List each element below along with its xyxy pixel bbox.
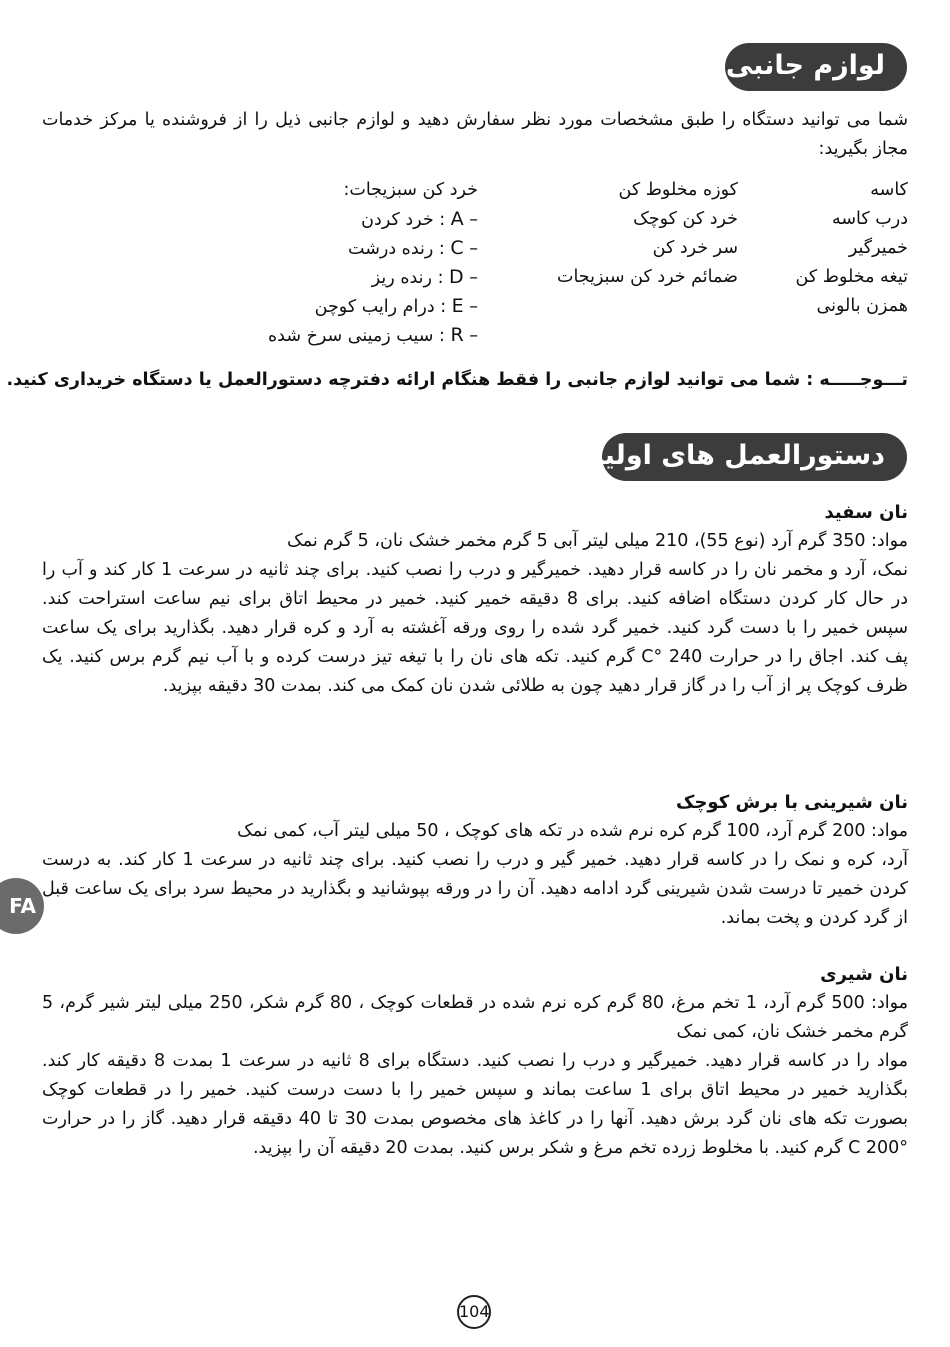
recipe-title: نان شیری [820,964,908,985]
recipe-ingredients: مواد: 200 گرم آرد، 100 گرم کره نرم شده در تکه های کوچک ، 50 میلی لیتر آب، کمی نمک [237,821,908,841]
vegetable-cutter-item: – E : درام رایب کوچن [314,295,478,317]
vegetable-cutter-item: – D : رنده ریز [371,266,478,288]
vegetable-cutter-code: R [450,324,464,346]
section-title-accessories: لوازم جانبی [725,43,907,91]
recipe-method: مواد را در کاسه قرار دهید. خمیرگیر و درب را نصب کنید. دستگاه برای 8 ثانیه در سرعت 1 بمدت 8 دقیقه کار کند. بگذارید خمیر در محیط اتاق برای 1 ساعت بماند و سپس خمیر را با دست درست کنید. خمیر را در قطعات کوچک بصورت تکه های نان گرد برش دهید. آنها را در کاغذ های مخصوص بمدت 30 تا 40 دقیقه قرار دهید. گاز را در حرارت °C 200 گرم کنید. با مخلوط زرده تخم مرغ و شکر برس کنید. بمدت 20 دقیقه آن را بپزید. [42,1051,909,1158]
accessory-list-column-2 [557,176,738,292]
recipe-milk-bread [42,960,908,1163]
vegetable-cutter-code: A [450,208,464,230]
recipe-shortcrust-pastry [42,788,908,933]
vegetable-cutter-label: رنده ریز [371,268,432,288]
vegetable-cutter-label: خرد کردن [361,210,434,230]
vegetable-cutter-code: E [451,295,464,317]
recipe-white-bread [42,498,908,701]
accessory-item: کاسه [870,180,908,200]
accessories-intro: شما می توانید دستگاه را طبق مشخصات مورد نظر سفارش دهید و لوازم جانبی ذیل را از فروشنده یا مرکز خدمات مجاز بگیرید: [42,110,908,159]
vegetable-cutter-label: درام رایب کوچن [314,297,435,317]
page-number: 104 [457,1295,491,1329]
accessory-list-column-1 [796,176,908,321]
section-title-recipes: دستورالعمل های اولیه [602,433,907,481]
accessory-item: درب کاسه [832,209,908,229]
accessory-item: تیغه مخلوط کن [795,267,908,287]
accessory-item: همزن بالونی [816,296,908,316]
recipe-method: نمک، آرد و مخمر نان را در کاسه قرار دهید. خمیرگیر و درب را نصب کنید. برای چند ثانیه در سرعت 1 کار کند و آب را در حال کار کردن دستگاه اضافه کنید. برای 8 دقیقه خمیر کنید. خمیر در محیط اتاق برای نیم ساعت استراحت کند. سپس خمیر را با دست گرد کنید. خمیر گرد شده را روی ورقه آغشته به آرد و کره قرار دهید. بگذارید برای یک ساعت پف کند. اجاق را در حرارت 240 °C گرم کنید. تکه های نان را با تیغه تیز درست کرده و با آب نیم گرم برس کنید. یک ظرف کوچک پر از آب را در گاز قرار دهید چون به طلائی شدن نان کمک می کند. بمدت 30 دقیقه بپزید. [42,560,908,696]
accessory-item: خرد کن کوچک [633,209,738,229]
vegetable-cutter-item: – R : سیب زمینی سرخ شده [268,324,478,346]
vegetable-cutter-list [268,176,478,350]
vegetable-cutter-item: – A : خرد کردن [361,208,478,230]
accessory-item: کوزه مخلوط کن [618,180,738,200]
recipe-title: نان سفید [824,502,908,523]
vegetable-cutter-label: سیب زمینی سرخ شده [268,326,434,346]
accessory-item: خمیرگیر [848,238,908,258]
recipe-ingredients: مواد: 500 گرم آرد، 1 تخم مرغ، 80 گرم کره نرم شده در قطعات کوچک ، 80 گرم شکر، 250 میلی لیتر شیر گرم، 5 گرم مخمر خشک نان، کمی نمک [42,993,909,1042]
accessory-item: ضمائم خرد کن سبزیجات [556,267,738,287]
accessories-note: تـــوجـــــه : شما می توانید لوازم جانبی را فقط هنگام ارائه دفترچه دستورالعمل یا دستگاه خریداری کنید. [6,370,908,390]
vegetable-cutter-label: رنده درشت [348,239,434,259]
language-tab: FA [0,878,44,934]
accessory-item: سر خرد کن [652,238,738,258]
recipe-ingredients: مواد: 350 گرم آرد (نوع 55)، 210 میلی لیتر آبی 5 گرم مخمر خشک نان، 5 گرم نمک [287,531,908,551]
vegetable-cutter-code: C [450,237,464,259]
vegetable-cutter-title: خرد کن سبزیجات: [343,180,478,200]
recipe-title: نان شیرینی با برش کوچک [676,792,908,813]
vegetable-cutter-item: – C : رنده درشت [348,237,478,259]
recipe-method: آرد، کره و نمک را در کاسه قرار دهید. خمیر گیر و درب را نصب کنید. برای چند ثانیه در سرعت 1 کار کند. به درست کردن خمیر تا درست شدن شیرینی گرد ادامه دهید. آن را در ورقه بپوشانید و بگذارید در محیط سرد برای یک ساعت قبل از گرد کردن و پخت بماند. [42,850,908,928]
vegetable-cutter-code: D [449,266,464,288]
